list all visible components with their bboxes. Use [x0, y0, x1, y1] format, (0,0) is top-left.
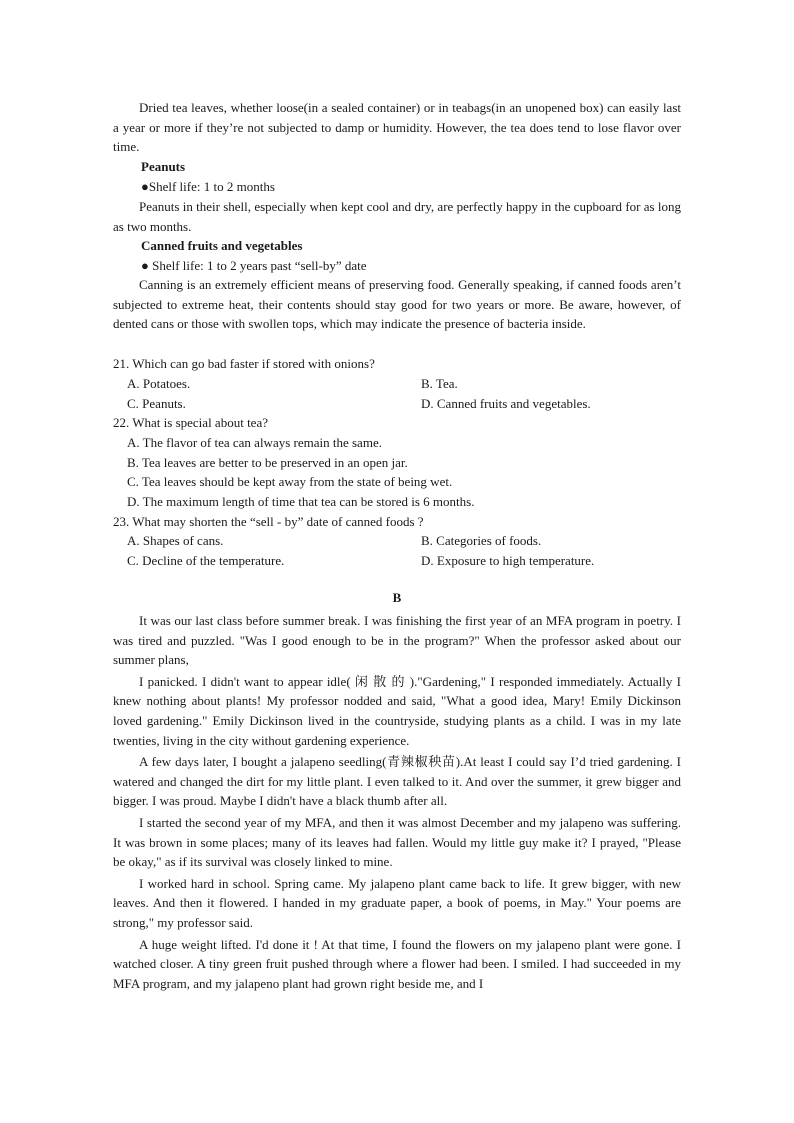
question-23-option-a: A. Shapes of cans.	[127, 533, 224, 548]
story-paragraph-2: I panicked. I didn't want to appear idle( 闲 散 的 )."Gardening," I responded immediately. Actually I knew nothing about plants! My professor nodded and said, "What a good idea, Mary! Emily Dickinson loved gardening." Emily Dickinson lived in the countryside, studying plants as a child. I was in my late twenties, living in the city without gardening experience.	[113, 673, 681, 748]
question-22-option-c: C. Tea leaves should be kept away from the state of being wet.	[127, 474, 453, 489]
story-paragraph-5: I worked hard in school. Spring came. My jalapeno plant came back to life. It grew bigger, with new leaves. And then it flowered. I handed in my graduate paper, a book of poems, in May." Your poems are strong," my professor said.	[113, 875, 681, 930]
question-21-option-b: B. Tea.	[421, 376, 458, 391]
question-21-stem: 21. Which can go bad faster if stored with onions?	[113, 356, 375, 371]
story-paragraph-6: A huge weight lifted. I'd done it ! At that time, I found the flowers on my jalapeno plant were gone. I watched closer. A tiny green fruit pushed through where a flower had been. I smiled. I had succeeded in my MFA program, and my jalapeno plant had grown right beside me, and I	[113, 936, 681, 991]
question-22-option-d: D. The maximum length of time that tea can be stored is 6 months.	[127, 494, 475, 509]
story-paragraph-3: A few days later, I bought a jalapeno seedling(青辣椒秧苗).At least I could say I’d tried gardening. I watered and changed the dirt for my little plant. I even talked to it. And over the summer, it grew bigger and bigger. I was proud. Maybe I didn't have a black thumb after all.	[113, 754, 681, 809]
tea-paragraph-block	[113, 98, 681, 157]
peanuts-paragraph: Peanuts in their shell, especially when kept cool and dry, are perfectly happy in the cupboard for as long as two months.	[113, 199, 681, 234]
section-b-body	[113, 611, 681, 993]
question-23-option-d: D. Exposure to high temperature.	[421, 553, 595, 568]
peanuts-paragraph-block	[113, 197, 681, 236]
question-22-option-a: A. The flavor of tea can always remain the same.	[127, 435, 382, 450]
tea-paragraph: Dried tea leaves, whether loose(in a sealed container) or in teabags(in an unopened box) can easily last a year or more if they’re not subjected to damp or humidity. However, the tea does tend to lose flavor over time.	[113, 100, 681, 155]
question-22-stem: 22. What is special about tea?	[113, 415, 268, 430]
question-23-option-c: C. Decline of the temperature.	[127, 553, 285, 568]
question-21-option-d: D. Canned fruits and vegetables.	[421, 396, 591, 411]
canned-paragraph: Canning is an extremely efficient means of preserving food. Generally speaking, if canned foods aren’t subjected to extreme heat, their contents should stay good for two years or more. Be aware, however, of dented cans or those with swollen tops, which may indicate the presence of bacteria inside.	[113, 277, 681, 332]
question-23-option-b: B. Categories of foods.	[421, 533, 542, 548]
story-paragraph-1: It was our last class before summer break. I was finishing the first year of an MFA program in poetry. I was tired and puzzled. "Was I good enough to be in the program?" When the professor asked about our summer plans,	[113, 613, 681, 668]
canned-shelf-life: ● Shelf life: 1 to 2 years past “sell-by” date	[141, 258, 367, 273]
canned-heading: Canned fruits and vegetables	[141, 238, 303, 253]
question-23-stem: 23. What may shorten the “sell - by” date of canned foods ?	[113, 514, 424, 529]
question-21-option-c: C. Peanuts.	[127, 396, 186, 411]
section-b-heading: B	[392, 590, 402, 605]
peanuts-heading: Peanuts	[141, 159, 186, 174]
story-paragraph-4: I started the second year of my MFA, and then it was almost December and my jalapeno was suffering. It was brown in some places; many of its leaves had fallen. Would my little guy make it? I prayed, "Please be okay," as if its survival was closely linked to mine.	[113, 814, 681, 870]
question-22-option-b: B. Tea leaves are better to be preserved in an open jar.	[127, 455, 408, 470]
canned-paragraph-block	[113, 275, 681, 334]
peanuts-shelf-life: ●Shelf life: 1 to 2 months	[141, 179, 275, 194]
question-21-option-a: A. Potatoes.	[127, 376, 191, 391]
